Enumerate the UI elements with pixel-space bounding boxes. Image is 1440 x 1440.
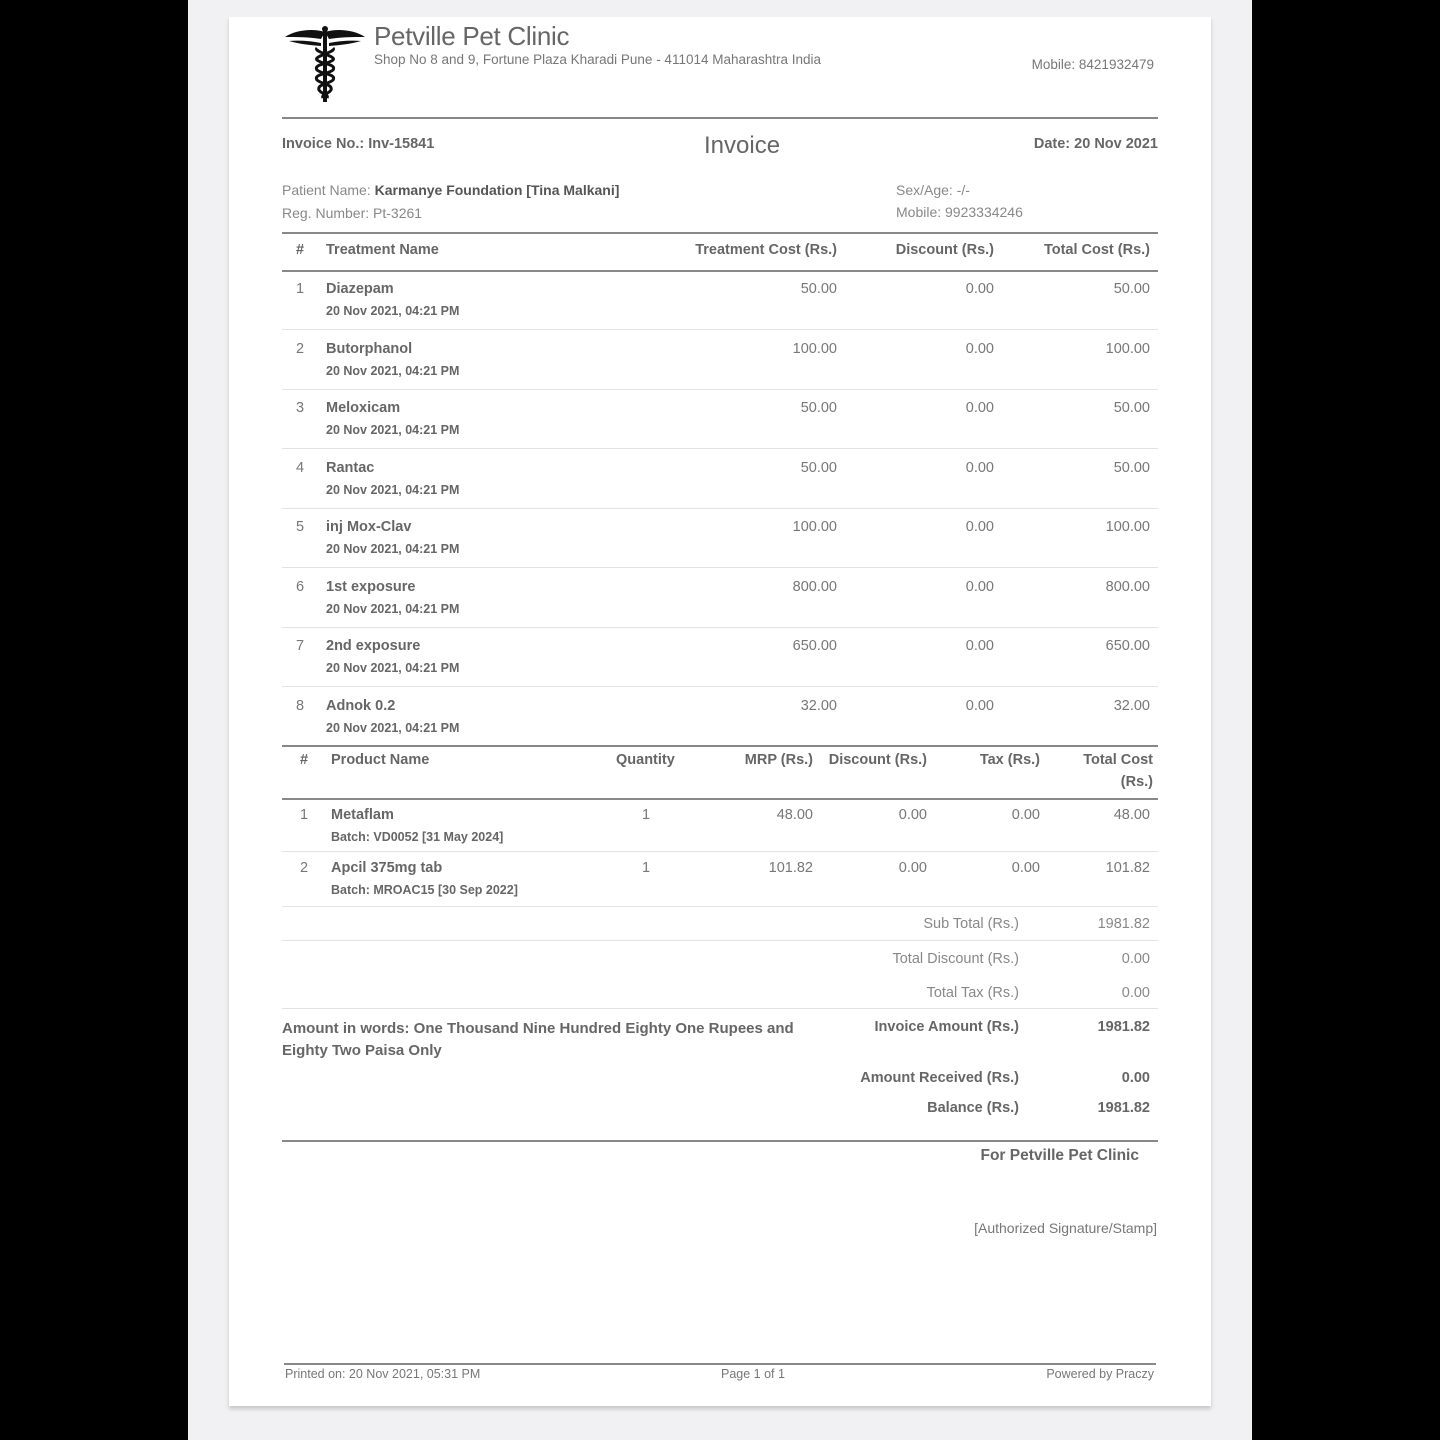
product-quantity: 1 [642, 860, 651, 876]
invoice-title: Invoice [704, 132, 781, 159]
product-mrp: 48.00 [776, 807, 813, 823]
row-index: 2 [300, 860, 309, 876]
treatment-total: 100.00 [1105, 341, 1150, 357]
invoice-amount-value: 1981.82 [1097, 1019, 1150, 1035]
row-index: 2 [296, 341, 305, 357]
treatment-date: 20 Nov 2021, 04:21 PM [326, 721, 460, 735]
treatment-date: 20 Nov 2021, 04:21 PM [326, 661, 460, 675]
row-index: 4 [296, 460, 305, 476]
total-tax-label: Total Tax (Rs.) [926, 985, 1019, 1001]
authorized-signature-label: [Authorized Signature/Stamp] [974, 1220, 1157, 1236]
row-divider [282, 448, 1158, 449]
treatment-name: Adnok 0.2 [326, 698, 396, 714]
treatment-discount: 0.00 [965, 341, 994, 357]
col-header-index: # [300, 752, 309, 768]
treatment-cost: 32.00 [800, 698, 837, 714]
row-index: 3 [296, 400, 305, 416]
row-index: 5 [296, 519, 305, 535]
treatment-total: 100.00 [1105, 519, 1150, 535]
row-divider [282, 567, 1158, 568]
col-header-product-name: Product Name [331, 752, 430, 768]
treatment-date: 20 Nov 2021, 04:21 PM [326, 483, 460, 497]
row-divider [282, 508, 1158, 509]
product-total: 101.82 [1105, 860, 1150, 876]
product-mrp: 101.82 [768, 860, 813, 876]
col-header-discount: Discount (Rs.) [895, 242, 994, 258]
printed-on: Printed on: 20 Nov 2021, 05:31 PM [285, 1367, 481, 1381]
treatment-date: 20 Nov 2021, 04:21 PM [326, 542, 460, 556]
row-index: 7 [296, 638, 305, 654]
treatment-discount: 0.00 [965, 638, 994, 654]
col-header-mrp: MRP (Rs.) [744, 752, 813, 768]
row-divider [282, 329, 1158, 330]
col-header-quantity: Quantity [616, 752, 675, 768]
col-header-treatment-cost: Treatment Cost (Rs.) [695, 242, 837, 258]
treatment-name: Rantac [326, 460, 375, 476]
col-header-index: # [296, 242, 305, 258]
treatment-name: Butorphanol [326, 341, 413, 357]
amount-received-label: Amount Received (Rs.) [860, 1070, 1019, 1086]
amount-received-value: 0.00 [1121, 1070, 1150, 1086]
invoice-amount-label: Invoice Amount (Rs.) [874, 1019, 1019, 1035]
treatment-total: 50.00 [1113, 400, 1150, 416]
product-batch: Batch: MROAC15 [30 Sep 2022] [331, 883, 518, 897]
divider [282, 940, 1158, 941]
patient-reg-number: Reg. Number: Pt-3261 [282, 205, 423, 221]
treatment-date: 20 Nov 2021, 04:21 PM [326, 602, 460, 616]
treatment-date: 20 Nov 2021, 04:21 PM [326, 304, 460, 318]
col-header-total-cost: Total Cost (Rs.) [1043, 242, 1150, 258]
divider [282, 270, 1158, 272]
product-total: 48.00 [1113, 807, 1150, 823]
patient-name [282, 182, 619, 198]
product-name: Metaflam [331, 807, 394, 823]
treatment-date: 20 Nov 2021, 04:21 PM [326, 423, 460, 437]
caduceus-icon [283, 24, 367, 104]
divider [282, 906, 1158, 907]
patient-sex-age: Sex/Age: -/- [896, 182, 970, 198]
col-header-treatment-name: Treatment Name [326, 242, 439, 258]
divider [282, 232, 1158, 234]
treatment-total: 50.00 [1113, 460, 1150, 476]
footer-divider [284, 1363, 1156, 1365]
balance-label: Balance (Rs.) [927, 1100, 1019, 1116]
divider [282, 745, 1158, 747]
treatment-cost: 100.00 [792, 341, 837, 357]
col-header-total-cost: Total Cost [1083, 752, 1153, 768]
col-header-discount: Discount (Rs.) [828, 752, 927, 768]
treatment-total: 32.00 [1113, 698, 1150, 714]
product-discount: 0.00 [898, 860, 927, 876]
row-index: 1 [296, 281, 305, 297]
treatment-cost: 650.00 [792, 638, 837, 654]
row-divider [282, 627, 1158, 628]
product-discount: 0.00 [898, 807, 927, 823]
row-divider [282, 389, 1158, 390]
amount-in-words: Amount in words: One Thousand Nine Hundred Eighty One Rupees and Eighty Two Paisa Only [282, 1020, 794, 1059]
treatment-total: 800.00 [1105, 579, 1150, 595]
total-discount-label: Total Discount (Rs.) [892, 951, 1019, 967]
for-clinic-label: For Petville Pet Clinic [980, 1147, 1139, 1164]
treatment-cost: 50.00 [800, 460, 837, 476]
col-header-total-cost-unit: (Rs.) [1120, 774, 1153, 790]
treatment-cost: 50.00 [800, 281, 837, 297]
treatment-discount: 0.00 [965, 698, 994, 714]
divider [282, 1008, 1158, 1009]
product-batch: Batch: VD0052 [31 May 2024] [331, 830, 504, 844]
divider [282, 1140, 1158, 1142]
product-tax: 0.00 [1011, 807, 1040, 823]
treatment-cost: 100.00 [792, 519, 837, 535]
treatment-discount: 0.00 [965, 400, 994, 416]
patient-mobile: Mobile: 9923334246 [896, 204, 1023, 220]
treatment-discount: 0.00 [965, 519, 994, 535]
product-name: Apcil 375mg tab [331, 860, 443, 876]
total-discount-value: 0.00 [1121, 951, 1150, 967]
row-index: 1 [300, 807, 309, 823]
treatment-discount: 0.00 [965, 281, 994, 297]
product-tax: 0.00 [1011, 860, 1040, 876]
sub-total-value: 1981.82 [1097, 916, 1150, 932]
row-divider [282, 851, 1158, 852]
invoice-date: Date: 20 Nov 2021 [1033, 136, 1158, 152]
treatment-total: 650.00 [1105, 638, 1150, 654]
treatment-discount: 0.00 [965, 579, 994, 595]
treatment-name: 1st exposure [326, 579, 416, 595]
clinic-mobile: Mobile: 8421932479 [1031, 57, 1154, 72]
page-number: Page 1 of 1 [721, 1367, 785, 1381]
treatment-cost: 800.00 [792, 579, 837, 595]
clinic-address: Shop No 8 and 9, Fortune Plaza Kharadi Pune - 411014 Maharashtra India [374, 52, 822, 67]
treatment-name: Diazepam [326, 281, 394, 297]
sub-total-label: Sub Total (Rs.) [923, 916, 1019, 932]
invoice-page [229, 17, 1211, 1406]
patient-name-value: Karmanye Foundation [Tina Malkani] [374, 182, 620, 198]
row-index: 6 [296, 579, 305, 595]
total-tax-value: 0.00 [1121, 985, 1150, 1001]
divider [282, 798, 1158, 800]
powered-by: Powered by Praczy [1046, 1367, 1154, 1381]
treatment-name: inj Mox-Clav [326, 519, 412, 535]
treatment-total: 50.00 [1113, 281, 1150, 297]
product-quantity: 1 [642, 807, 651, 823]
treatment-discount: 0.00 [965, 460, 994, 476]
col-header-tax: Tax (Rs.) [979, 752, 1040, 768]
treatment-cost: 50.00 [800, 400, 837, 416]
treatment-name: Meloxicam [326, 400, 401, 416]
divider [282, 117, 1158, 119]
clinic-name: Petville Pet Clinic [374, 21, 570, 51]
balance-value: 1981.82 [1097, 1100, 1150, 1116]
invoice-number: Invoice No.: Inv-15841 [282, 136, 435, 152]
patient-name-label: Patient Name: [282, 182, 375, 198]
row-divider [282, 686, 1158, 687]
treatment-name: 2nd exposure [326, 638, 421, 654]
row-index: 8 [296, 698, 305, 714]
treatment-date: 20 Nov 2021, 04:21 PM [326, 364, 460, 378]
